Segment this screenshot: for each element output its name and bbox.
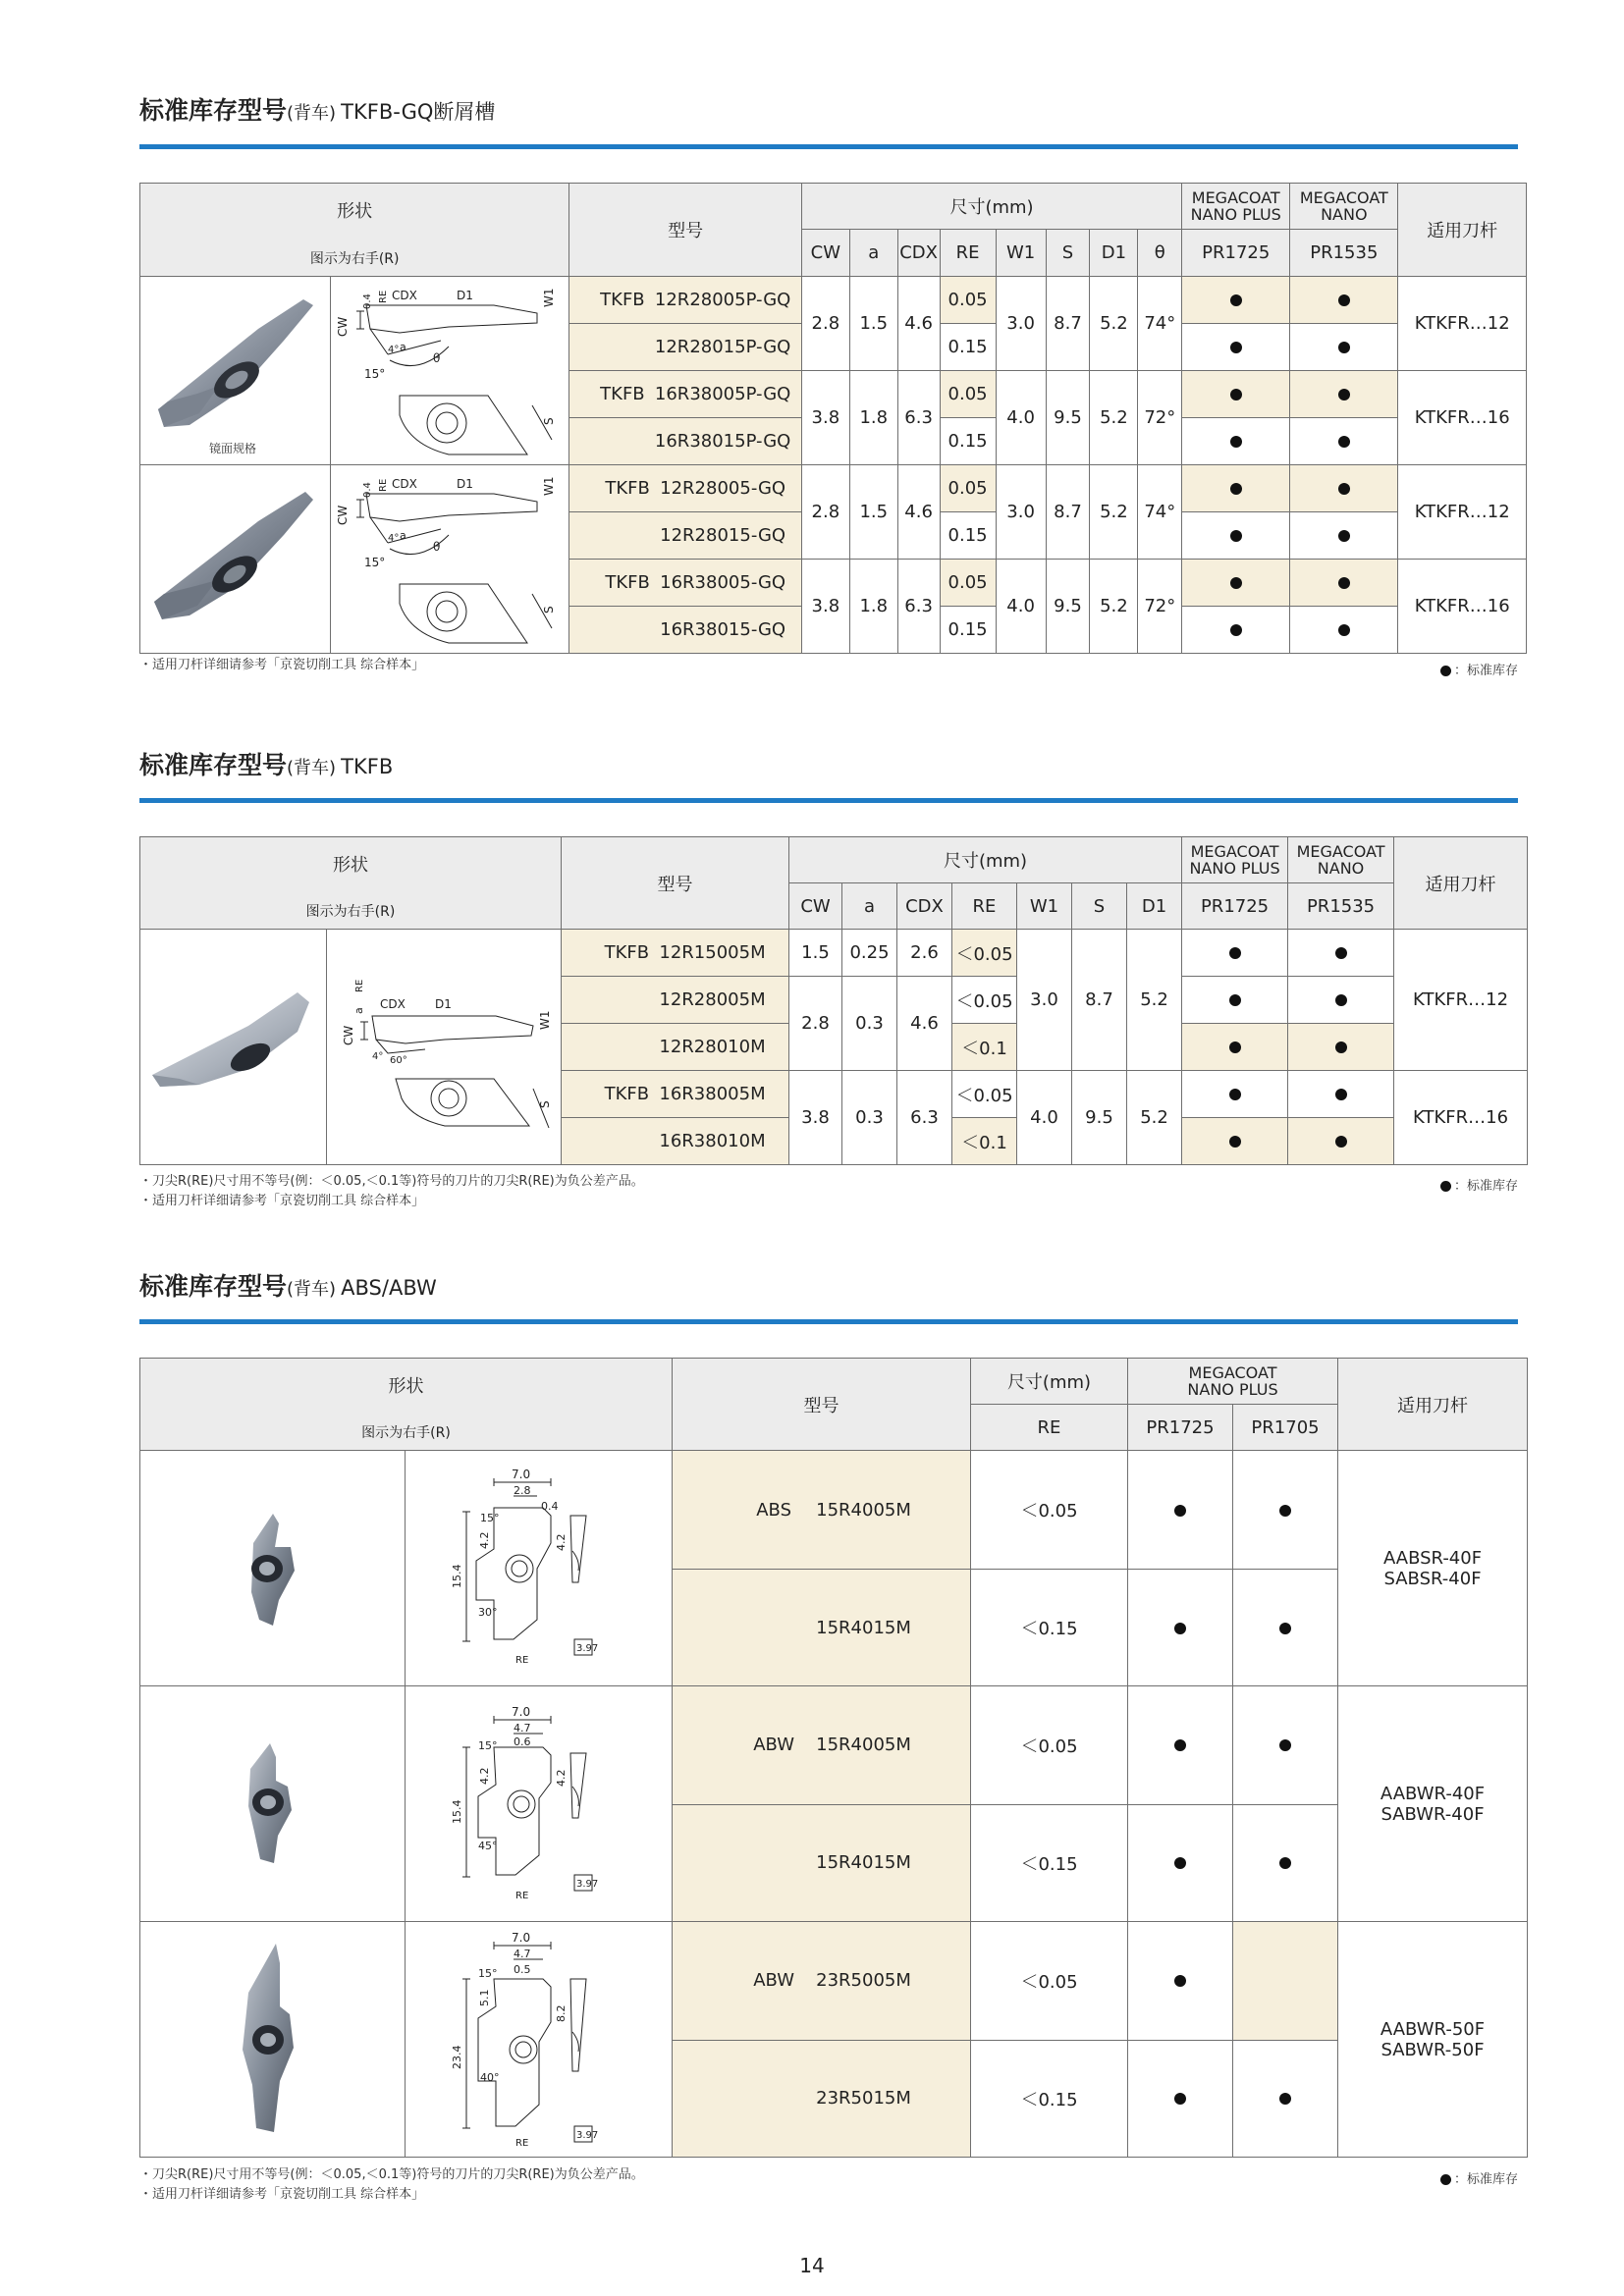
svg-text:a: a [399,529,406,543]
cell-cw: 2.8 [801,464,849,559]
col-re: RE [952,883,1017,930]
cell-theta: 72° [1138,559,1182,653]
cell-re: 0.15 [940,324,996,370]
cell-w1: 3.0 [996,464,1046,559]
cell-theta: 74° [1138,464,1182,559]
cell-holder: AABWR-40F SABWR-40F [1338,1686,1528,1922]
col-pr1725: PR1725 [1182,230,1290,276]
stock-dot [1182,1071,1288,1118]
svg-text:D1: D1 [456,289,473,303]
stock-dot [1182,512,1290,559]
stock-dot [1182,559,1290,607]
cell-re: 0.15 [940,607,996,654]
model-cell: 12R28005M [562,977,789,1024]
stock-dot [1288,1024,1394,1071]
svg-text:15°: 15° [478,1738,498,1752]
cell-a: 0.3 [842,977,897,1071]
stock-dot [1182,1024,1288,1071]
model-cell: TKFB 16R38005-GQ [569,559,802,607]
col-theta: θ [1138,230,1182,276]
svg-text:RE: RE [515,1890,529,1901]
cell-re: ＜0.05 [971,1451,1128,1569]
col-pr1535: PR1535 [1288,883,1394,930]
svg-text:7.0: 7.0 [512,1704,531,1719]
svg-text:60°: 60° [390,1054,407,1066]
svg-text:RE: RE [377,291,389,304]
cell-re: 0.15 [940,512,996,559]
svg-text:CW: CW [335,317,350,338]
model-cell: 23R5015M [673,2040,971,2157]
svg-text:4°: 4° [387,533,400,545]
cell-s: 9.5 [1072,1071,1127,1165]
cell-theta: 72° [1138,370,1182,464]
cell-re: 0.05 [940,276,996,324]
cell-holder: KTKFR…16 [1398,559,1527,653]
svg-text:7.0: 7.0 [512,1467,531,1481]
svg-text:CW: CW [335,506,350,526]
shape-header: 形状 图示为右手(R) [140,184,569,277]
svg-text:3.97: 3.97 [576,1642,599,1654]
section-3-notes: ・刀尖R(RE)尺寸用不等号(例：＜0.05,＜0.1等)符号的刀片的刀尖R(RE)为负公差产品。 ・适用刀杆详细请参考「京瓷切削工具 综合样本」 [139,2167,644,2202]
svg-text:CDX: CDX [391,289,417,303]
stock-dot [1182,607,1290,654]
abs-abw-table [139,1358,1528,2158]
svg-text:0.5: 0.5 [514,1962,531,1976]
section-2-legend: ：标准库存 [1440,1175,1518,1194]
dimension-diagram [327,932,560,1163]
cell-holder: AABSR-40F SABSR-40F [1338,1451,1528,1686]
insert-image [140,278,325,462]
section-1-title: 标准库存型号(背车) TKFB-GQ断屑槽 [139,96,496,125]
col-re: RE [971,1405,1128,1451]
cell-s: 8.7 [1072,930,1127,1071]
svg-text:θ: θ [432,351,441,366]
svg-text:RE: RE [515,2137,529,2149]
dims-header: 尺寸(mm) [801,184,1181,230]
page-number: 14 [799,2254,825,2277]
cell-cdx: 4.6 [897,464,940,559]
cell-holder: KTKFR…12 [1394,930,1528,1071]
model-cell: TKFB 12R15005M [562,930,789,977]
model-cell: 12R28010M [562,1024,789,1071]
section-3-legend: ：标准库存 [1440,2168,1518,2187]
stock-dot [1233,1686,1338,1804]
section-1-rule [139,144,1518,149]
insert-diagram-abw15 [406,1686,673,1922]
model-cell: TKFB 12R28005-GQ [569,464,802,512]
svg-text:RE: RE [377,479,389,493]
svg-text:W1: W1 [541,288,556,308]
stock-dot [1290,370,1398,418]
col-a: a [842,883,897,930]
cell-holder: KTKFR…12 [1398,464,1527,559]
cell-d1: 5.2 [1090,276,1138,370]
cell-a: 1.5 [849,276,897,370]
cell-d1: 5.2 [1090,464,1138,559]
stock-dot [1182,977,1288,1024]
cell-d1: 5.2 [1127,930,1182,1071]
svg-text:40°: 40° [480,2070,500,2084]
stock-dot [1233,1569,1338,1685]
cell-re: ＜0.15 [971,1569,1128,1685]
stock-dot [1290,276,1398,324]
stock-dot [1233,2040,1338,2157]
col-re: RE [940,230,996,276]
grade2-header: MEGACOAT NANO [1288,837,1394,883]
model-cell: ABW 23R5005M [673,1922,971,2040]
cell-re: ＜0.05 [952,977,1017,1024]
insert-photo-pgq [140,276,331,464]
cell-cw: 2.8 [789,977,842,1071]
holder-header: 适用刀杆 [1394,837,1528,930]
section-3-rule [139,1319,1518,1324]
model-header: 型号 [569,184,802,277]
model-cell: 12R28015P-GQ [569,324,802,370]
svg-text:4.2: 4.2 [555,1769,568,1787]
cell-w1: 4.0 [1017,1071,1072,1165]
svg-text:5.1: 5.1 [478,1989,491,2006]
svg-text:0.6: 0.6 [514,1735,531,1748]
svg-text:15.4: 15.4 [451,1564,463,1588]
stock-dot [1182,930,1288,977]
insert-image [140,1924,404,2156]
svg-text:4°: 4° [372,1050,384,1062]
cell-d1: 5.2 [1127,1071,1182,1165]
model-cell: 16R38015P-GQ [569,418,802,464]
dimension-diagram [406,1924,671,2156]
model-cell: TKFB 16R38005M [562,1071,789,1118]
cell-a: 1.5 [849,464,897,559]
svg-text:0.4: 0.4 [361,294,373,310]
cell-re: 0.05 [940,559,996,607]
section-2-rule [139,798,1518,803]
stock-dot [1182,464,1290,512]
col-pr1705: PR1705 [1233,1405,1338,1451]
cell-cdx: 4.6 [897,977,952,1071]
svg-text:0.4: 0.4 [361,482,373,499]
svg-text:23.4: 23.4 [451,2045,463,2069]
col-s: S [1072,883,1127,930]
cell-holder: KTKFR…12 [1398,276,1527,370]
stock-dot [1182,418,1290,464]
stock-dot [1288,977,1394,1024]
model-cell: ABS 15R4005M [673,1451,971,1569]
insert-diagram [330,276,569,464]
col-d1: D1 [1127,883,1182,930]
cell-cw: 2.8 [801,276,849,370]
dims-header: 尺寸(mm) [789,837,1182,883]
svg-text:45°: 45° [478,1839,498,1852]
dimension-diagram [331,278,564,462]
shape-header: 形状 图示为右手(R) [140,837,562,930]
insert-image [140,1688,404,1920]
cell-re: 0.05 [940,370,996,418]
svg-text:CDX: CDX [380,996,406,1011]
svg-text:RE: RE [515,1654,529,1666]
svg-text:CDX: CDX [391,477,417,492]
svg-text:7.0: 7.0 [512,1930,531,1945]
stock-dot [1290,559,1398,607]
section-2-notes: ・刀尖R(RE)尺寸用不等号(例：＜0.05,＜0.1等)符号的刀片的刀尖R(RE)为负公差产品。 ・适用刀杆详细请参考「京瓷切削工具 综合样本」 [139,1174,644,1208]
svg-text:0.4: 0.4 [541,1499,559,1513]
cell-a: 1.8 [849,370,897,464]
cell-cw: 3.8 [801,559,849,653]
cell-theta: 74° [1138,276,1182,370]
insert-photo-abs [140,1451,406,1686]
svg-text:15.4: 15.4 [451,1799,463,1824]
cell-s: 8.7 [1046,464,1090,559]
insert-photo-abw23 [140,1922,406,2158]
svg-text:4°: 4° [387,345,400,356]
cell-cdx: 6.3 [897,1071,952,1165]
svg-text:CW: CW [342,1025,355,1045]
legend-dot-icon [1440,2174,1451,2185]
model-cell: TKFB 12R28005P-GQ [569,276,802,324]
svg-text:15°: 15° [478,1966,498,1980]
cell-s: 9.5 [1046,559,1090,653]
cell-a: 1.8 [849,559,897,653]
svg-text:15°: 15° [363,367,385,382]
cell-re: ＜0.1 [952,1118,1017,1165]
model-cell: TKFB 16R38005P-GQ [569,370,802,418]
svg-text:4.2: 4.2 [478,1767,491,1785]
no-stock-cell [1233,1922,1338,2040]
grade-header: MEGACOAT NANO PLUS [1128,1359,1338,1405]
svg-text:4.7: 4.7 [514,1947,531,1960]
stock-dot [1288,1071,1394,1118]
tkfb-table [139,836,1528,1165]
svg-text:15°: 15° [480,1511,500,1524]
stock-dot [1290,418,1398,464]
col-s: S [1046,230,1090,276]
col-pr1725: PR1725 [1182,883,1288,930]
insert-diagram-abs [406,1451,673,1686]
cell-w1: 3.0 [1017,930,1072,1071]
svg-text:W1: W1 [538,1010,552,1030]
col-w1: W1 [996,230,1046,276]
cell-re: ＜0.05 [952,1071,1017,1118]
svg-text:a: a [399,341,406,354]
col-pr1725: PR1725 [1128,1405,1233,1451]
cell-re: ＜0.05 [952,930,1017,977]
tkfb-gq-table [139,183,1527,654]
svg-text:D1: D1 [456,477,473,492]
legend-dot-icon [1440,666,1451,676]
stock-dot [1182,1118,1288,1165]
cell-holder: KTKFR…16 [1398,370,1527,464]
svg-text:S: S [541,606,556,614]
model-cell: 15R4015M [673,1569,971,1685]
mirror-caption: 镜面规格 [208,442,257,456]
stock-dot [1288,1118,1394,1165]
svg-text:RE: RE [354,979,365,992]
cell-w1: 4.0 [996,370,1046,464]
grade2-header: MEGACOAT NANO [1290,184,1398,230]
cell-w1: 3.0 [996,276,1046,370]
col-cw: CW [801,230,849,276]
cell-holder: AABWR-50F SABWR-50F [1338,1922,1528,2158]
insert-photo-gq [140,464,331,653]
cell-cw: 3.8 [801,370,849,464]
stock-dot [1182,276,1290,324]
model-header: 型号 [562,837,789,930]
cell-cw: 1.5 [789,930,842,977]
cell-cw: 3.8 [789,1071,842,1165]
cell-cdx: 4.6 [897,276,940,370]
dimension-diagram [406,1453,671,1684]
section-1-note: ・适用刀杆详细请参考「京瓷切削工具 综合样本」 [139,658,425,672]
section-2-title: 标准库存型号(背车) TKFB [139,751,394,779]
model-cell: 12R28015-GQ [569,512,802,559]
grade1-header: MEGACOAT NANO PLUS [1182,837,1288,883]
svg-text:a: a [352,1006,365,1014]
cell-re: ＜0.05 [971,1686,1128,1804]
grade1-header: MEGACOAT NANO PLUS [1182,184,1290,230]
stock-dot [1290,324,1398,370]
model-header: 型号 [673,1359,971,1451]
col-d1: D1 [1090,230,1138,276]
dimension-diagram [406,1688,671,1920]
section-3-title: 标准库存型号(背车) ABS/ABW [139,1272,437,1301]
insert-photo-abw15 [140,1686,406,1922]
cell-cdx: 2.6 [897,930,952,977]
svg-text:θ: θ [432,540,441,555]
cell-re: ＜0.05 [971,1922,1128,2040]
cell-w1: 4.0 [996,559,1046,653]
svg-text:S: S [538,1099,552,1108]
cell-re: ＜0.15 [971,1804,1128,1921]
col-cdx: CDX [897,230,940,276]
stock-dot [1233,1804,1338,1921]
svg-text:D1: D1 [435,996,452,1011]
legend-dot-icon [1440,1181,1451,1192]
stock-dot [1290,607,1398,654]
col-pr1535: PR1535 [1290,230,1398,276]
insert-image [141,1453,405,1684]
stock-dot [1290,512,1398,559]
svg-text:3.97: 3.97 [576,1878,599,1890]
svg-text:8.2: 8.2 [555,2004,568,2022]
svg-text:4.2: 4.2 [478,1531,491,1549]
model-cell: ABW 15R4005M [673,1686,971,1804]
col-cdx: CDX [897,883,952,930]
holder-header: 适用刀杆 [1398,184,1527,277]
stock-dot [1182,324,1290,370]
stock-dot [1290,464,1398,512]
cell-holder: KTKFR…16 [1394,1071,1528,1165]
stock-dot [1128,2040,1233,2157]
svg-text:4.2: 4.2 [555,1533,568,1551]
col-a: a [849,230,897,276]
dims-header: 尺寸(mm) [971,1359,1128,1405]
col-w1: W1 [1017,883,1072,930]
cell-re: ＜0.15 [971,2040,1128,2157]
cell-a: 0.3 [842,1071,897,1165]
cell-re: ＜0.1 [952,1024,1017,1071]
cell-a: 0.25 [842,930,897,977]
stock-dot [1182,370,1290,418]
shape-header: 形状 图示为右手(R) [140,1359,673,1451]
stock-dot [1128,1804,1233,1921]
cell-re: 0.05 [940,464,996,512]
insert-image [140,466,325,651]
insert-diagram [327,930,562,1165]
cell-cdx: 6.3 [897,370,940,464]
col-cw: CW [789,883,842,930]
insert-photo-tkfb [140,930,327,1165]
stock-dot [1233,1451,1338,1569]
stock-dot [1128,1569,1233,1685]
svg-text:W1: W1 [541,476,556,497]
insert-diagram-abw23 [406,1922,673,2158]
cell-d1: 5.2 [1090,559,1138,653]
stock-dot [1288,930,1394,977]
cell-s: 8.7 [1046,276,1090,370]
cell-cdx: 6.3 [897,559,940,653]
model-cell: 16R38015-GQ [569,607,802,654]
cell-s: 9.5 [1046,370,1090,464]
cell-re: 0.15 [940,418,996,464]
cell-d1: 5.2 [1090,370,1138,464]
insert-image [140,932,325,1163]
svg-text:2.8: 2.8 [514,1483,531,1497]
stock-dot [1128,1686,1233,1804]
svg-text:4.7: 4.7 [514,1721,531,1735]
svg-text:30°: 30° [478,1605,498,1619]
stock-dot [1128,1451,1233,1569]
svg-text:S: S [541,417,556,426]
insert-diagram [330,464,569,653]
dimension-diagram [331,466,564,651]
stock-dot [1128,1922,1233,2040]
holder-header: 适用刀杆 [1338,1359,1528,1451]
svg-text:15°: 15° [363,556,385,570]
model-cell: 15R4015M [673,1804,971,1921]
model-cell: 16R38010M [562,1118,789,1165]
svg-text:3.97: 3.97 [576,2129,599,2141]
section-1-legend: ：标准库存 [1440,660,1518,678]
